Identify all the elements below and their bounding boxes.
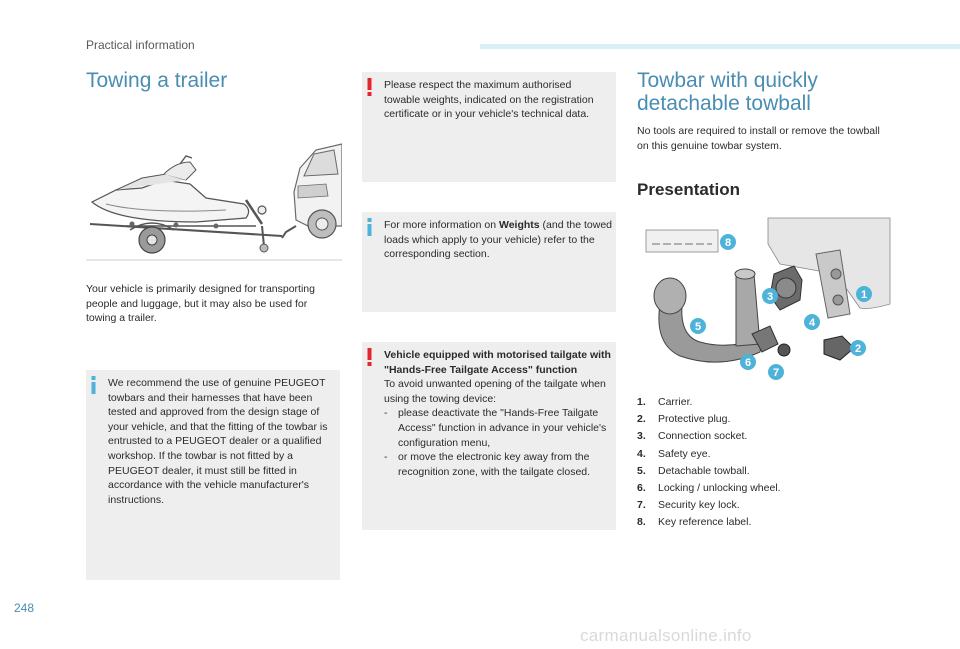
list-item xyxy=(384,450,612,479)
list-dash: - xyxy=(384,407,388,420)
svg-text:2: 2 xyxy=(854,343,862,355)
section-title-line-2: detachable towball xyxy=(637,92,811,115)
info-icon xyxy=(367,218,372,236)
list-item xyxy=(637,428,897,445)
list-item xyxy=(637,446,897,463)
warning-tailgate-title: Vehicle equipped with motorised tailgate with "Hands-Free Tailgate Access" function xyxy=(384,349,611,376)
parts-list xyxy=(637,394,897,532)
part-number: 5. xyxy=(637,464,646,477)
section-title-line-1: Towbar with quickly xyxy=(637,69,818,92)
part-label: Detachable towball. xyxy=(658,464,750,477)
part-label: Protective plug. xyxy=(658,413,731,426)
svg-text:5: 5 xyxy=(694,321,702,333)
page-number: 248 xyxy=(14,601,35,615)
info-box-weights xyxy=(362,212,616,312)
info-weights-pre: For more information on xyxy=(384,219,499,231)
warning-tailgate-text: To avoid unwanted opening of the tailgate when using the towing device: xyxy=(384,378,606,405)
list-item xyxy=(637,394,897,411)
towbar-components-diagram xyxy=(640,214,892,380)
callout-3 xyxy=(762,288,778,304)
svg-text:8: 8 xyxy=(724,237,732,249)
warning-box-hands-free-tailgate xyxy=(362,342,616,530)
info-icon xyxy=(91,376,96,394)
list-item xyxy=(384,406,612,450)
page-title: Towing a trailer xyxy=(86,69,228,92)
svg-text:6: 6 xyxy=(744,357,752,369)
towball-intro: No tools are required to install or remove the towball on this genuine towbar system. xyxy=(637,125,880,152)
svg-text:7: 7 xyxy=(772,367,780,379)
list-item xyxy=(637,480,897,497)
warning-tailgate-content xyxy=(384,348,612,479)
header-rule xyxy=(480,44,960,49)
callout-7 xyxy=(768,364,784,380)
part-label: Security key lock. xyxy=(658,499,740,512)
part-number: 6. xyxy=(637,482,646,495)
warning-weights-text: Please respect the maximum authorised towable weights, indicated on the registration certificate or in your vehicle's technical data. xyxy=(384,79,594,121)
callout-8 xyxy=(720,234,736,250)
trailer-illustration xyxy=(86,140,342,262)
warning-icon xyxy=(367,348,372,366)
list-item xyxy=(637,514,897,531)
callout-2 xyxy=(850,340,866,356)
section-title xyxy=(637,69,937,115)
part-number: 1. xyxy=(637,396,646,408)
part-label: Key reference label. xyxy=(658,516,752,529)
list-item xyxy=(637,411,897,428)
part-number: 7. xyxy=(637,499,646,512)
weights-link-text: Weights xyxy=(498,219,540,231)
warning-icon xyxy=(367,78,372,96)
part-label: Connection socket. xyxy=(658,430,748,443)
running-header: Practical information xyxy=(86,38,195,52)
towing-intro: Your vehicle is primarily designed for transporting people and luggage, but it may also be used for towing a trailer. xyxy=(86,283,315,325)
callout-1 xyxy=(856,286,872,302)
list-dash: - xyxy=(384,451,388,464)
part-number: 3. xyxy=(637,430,646,443)
part-label: Carrier. xyxy=(658,396,693,408)
svg-text:3: 3 xyxy=(766,291,774,303)
info-weights-post: (and the towed loads which apply to your vehicle) refer to the corresponding section. xyxy=(384,219,613,261)
list-item xyxy=(637,463,897,480)
info-note-text: We recommend the use of genuine PEUGEOT towbars and their harnesses that have been tested and approved from the design stage of your vehicle, and that the fitting of the towbar is entrusted to a PEUGEOT dealer or a qualified workshop. If the towbar is not fitted by a PEUGEOT dealer, it must still be fitted in accordance with the vehicle manufacturer's instructions. xyxy=(108,377,328,506)
callout-5 xyxy=(690,318,706,334)
callout-4 xyxy=(804,314,820,330)
svg-text:4: 4 xyxy=(808,317,816,329)
list-item-text: please deactivate the "Hands-Free Tailgate Access" function in advance in your vehicle's configuration menu, xyxy=(398,407,607,449)
part-label: Safety eye. xyxy=(658,447,711,460)
callout-6 xyxy=(740,354,756,370)
list-item-text: or move the electronic key away from the recognition zone, with the tailgate closed. xyxy=(398,451,591,478)
info-weights-text xyxy=(384,218,612,262)
info-box-genuine-towbars xyxy=(86,370,340,580)
part-label: Locking / unlocking wheel. xyxy=(658,482,781,495)
warning-box-towable-weights xyxy=(362,72,616,182)
presentation-heading: Presentation xyxy=(637,180,740,199)
part-number: 4. xyxy=(637,447,646,460)
svg-text:1: 1 xyxy=(860,289,868,301)
part-number: 2. xyxy=(637,413,646,426)
list-item xyxy=(637,497,897,514)
part-number: 8. xyxy=(637,516,646,529)
watermark: carmanualsonline.info xyxy=(580,626,752,645)
